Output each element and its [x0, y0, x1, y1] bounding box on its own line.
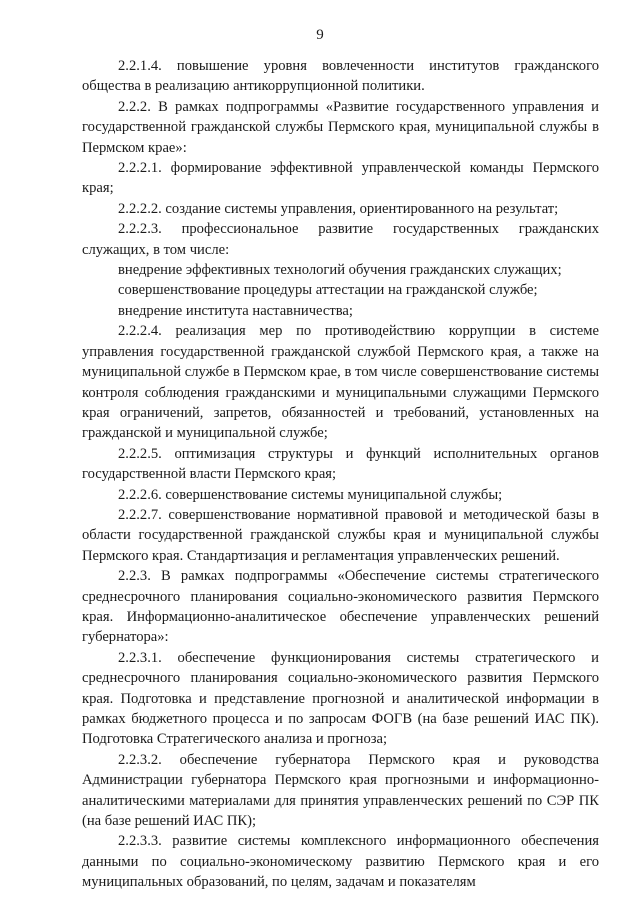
- paragraph-sub-item-3: внедрение института наставничества;: [118, 302, 353, 319]
- paragraph-2-2-2-1: 2.2.2.1. формирование эффективной управленческой команды Пермского края;: [82, 160, 599, 197]
- paragraph-2-2-3-2: 2.2.3.2. обеспечение губернатора Пермского края и руководства Администрации губернатора Пермского края прогнозными и информационно-аналитическими материалами для принятия управленческих решений по СЭР ПК (на базе решений ИАС ПК);: [82, 751, 599, 830]
- paragraph-2-2-1-4: 2.2.1.4. повышение уровня вовлеченности институтов гражданского общества в реализацию антикоррупционной политики.: [82, 58, 599, 95]
- paragraph-2-2-2-7: 2.2.2.7. совершенствование нормативной правовой и методической базы в области государственной гражданской службы края и муниципальной службы Пермского края. Стандартизация и регламентация управленческих решений.: [82, 506, 599, 564]
- paragraph-2-2-2-2: 2.2.2.2. создание системы управления, ориентированного на результат;: [118, 200, 559, 217]
- paragraph-2-2-2-5: 2.2.2.5. оптимизация структуры и функций исполнительных органов государственной власти Пермского края;: [82, 445, 599, 483]
- paragraph-2-2-2: 2.2.2. В рамках подпрограммы «Развитие государственного управления и государственной гражданской службы Пермского края, муниципальной службы в Пермском крае»:: [82, 98, 599, 156]
- paragraph-2-2-3: 2.2.3. В рамках подпрограммы «Обеспечение системы стратегического среднесрочного планирования социально-экономического развития Пермского края. Информационно-аналитическое обеспечение управленческих решений губернатора»:: [82, 568, 599, 646]
- paragraph-2-2-3-3: 2.2.3.3. развитие системы комплексного информационного обеспечения данными по социально-экономическому развитию Пермского края и его муниципальных образований, по целям, задачам и показателям: [82, 833, 599, 891]
- paragraph-2-2-3-1: 2.2.3.1. обеспечение функционирования системы стратегического и среднесрочного планирования социально-экономического развития Пермского края. Подготовка и представление прогнозной и аналитической информации в рамках бюджетного процесса и по запросам ФОГВ (на базе решений ИАС ПК). Подготовка Стратегического анализа и прогноза;: [82, 649, 599, 748]
- paragraph-2-2-2-4: 2.2.2.4. реализация мер по противодействию коррупции в системе управления государственной гражданской службой Пермского края, а также на муниципальной службе в Пермском крае, в том числе совершенствование системы контроля соблюдения гражданскими и муниципальными служащими Пермского края ограничений, запретов, обязанностей и требований, установленных на гражданской и муниципальной службе;: [82, 323, 599, 442]
- paragraph-sub-item-2: совершенствование процедуры аттестации на гражданской службе;: [118, 282, 538, 299]
- paragraph-sub-item-1: внедрение эффективных технологий обучения гражданских служащих;: [118, 262, 562, 279]
- document-body: [82, 56, 599, 893]
- page-number: 9: [316, 27, 324, 43]
- paragraph-2-2-2-3: 2.2.2.3. профессиональное развитие государственных гражданских служащих, в том числе:: [82, 221, 599, 258]
- paragraph-2-2-2-6: 2.2.2.6. совершенствование системы муниципальной службы;: [118, 486, 503, 503]
